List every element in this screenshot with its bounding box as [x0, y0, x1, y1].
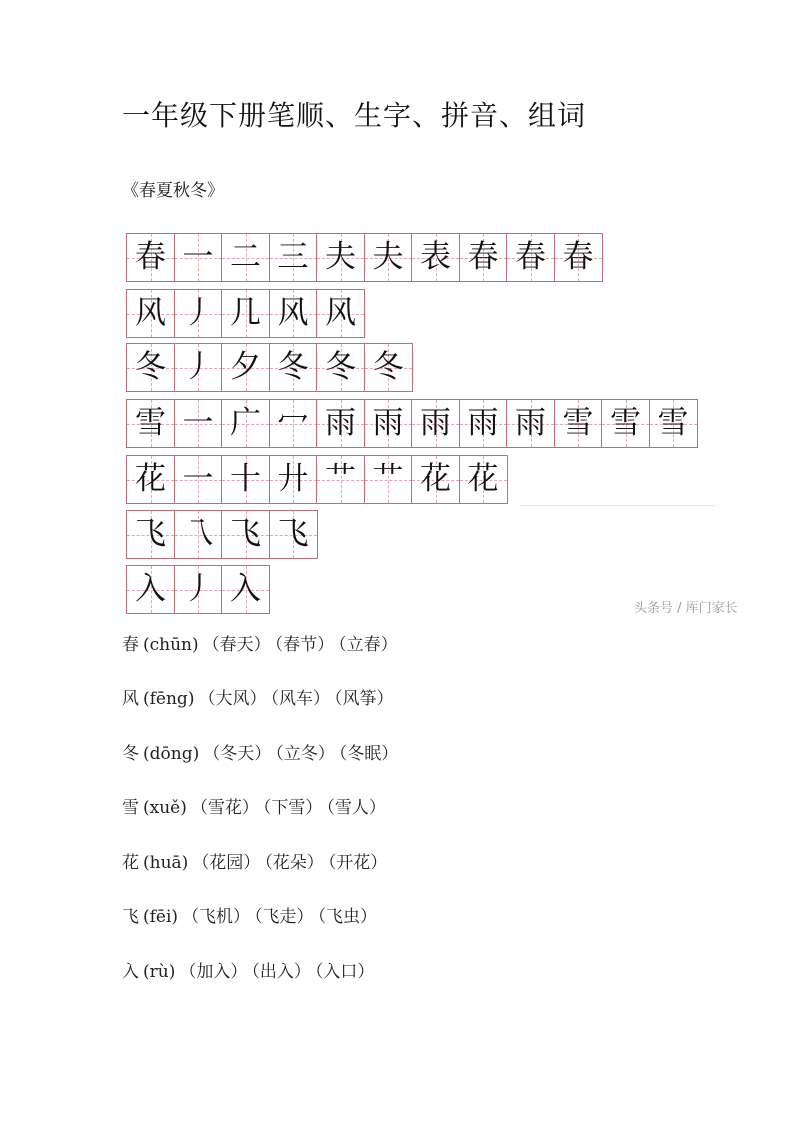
lesson-title: 《春夏秋冬》: [122, 181, 224, 201]
stroke-cell: 艹: [316, 455, 365, 504]
word-line-feng: [122, 684, 393, 709]
word-line-hua: [122, 848, 387, 873]
stroke-cell: 雪: [126, 399, 175, 448]
stroke-cell: 丿: [174, 343, 223, 392]
word-char: 飞: [122, 907, 139, 927]
word-char: 雪: [122, 798, 139, 818]
stroke-cell: 雨: [316, 399, 365, 448]
stroke-cell: 冖: [269, 399, 318, 448]
stroke-cell: 丿: [174, 289, 223, 338]
stroke-row-ru: [126, 565, 269, 614]
stroke-cell: 夫: [364, 233, 413, 282]
word-pinyin: (huā): [143, 853, 189, 873]
stroke-cell: 夫: [316, 233, 365, 282]
stroke-cell: 雨: [459, 399, 508, 448]
stroke-row-dong: [126, 343, 411, 392]
stroke-cell: 艹: [364, 455, 413, 504]
stroke-row-chun: [126, 233, 601, 282]
word-char: 花: [122, 853, 139, 873]
stroke-cell: 飞: [221, 510, 270, 559]
word-item: （入口）: [314, 962, 375, 982]
word-line-ru: [122, 957, 374, 982]
word-item: （冬天）: [203, 744, 272, 764]
watermark: 头条号 / 厍门家长: [634, 601, 738, 616]
word-pinyin: (fēi): [143, 907, 179, 927]
word-char: 风: [122, 689, 139, 709]
stroke-cell: 花: [459, 455, 508, 504]
word-pinyin: (dōng): [143, 744, 200, 764]
stroke-cell: 雪: [649, 399, 698, 448]
stroke-cell: 表: [411, 233, 460, 282]
word-char: 冬: [122, 744, 139, 764]
image-edge-divider: [520, 505, 716, 506]
word-item: （飞机）: [182, 907, 251, 927]
word-item: （加入）: [179, 962, 248, 982]
stroke-cell: 二: [221, 233, 270, 282]
word-item: （飞走）: [254, 907, 314, 927]
stroke-row-feng: [126, 289, 364, 338]
stroke-cell: 雨: [364, 399, 413, 448]
stroke-cell: 几: [221, 289, 270, 338]
page-title: 一年级下册笔顺、生字、拼音、组词: [122, 99, 587, 132]
stroke-cell: 春: [126, 233, 175, 282]
word-item: （春节）: [274, 635, 335, 655]
stroke-row-hua: [126, 455, 506, 504]
stroke-cell: 雨: [411, 399, 460, 448]
stroke-cell: 风: [269, 289, 318, 338]
stroke-row-xue: [126, 399, 696, 448]
word-item: （春天）: [202, 635, 271, 655]
word-item: （冬眠）: [338, 744, 399, 764]
word-pinyin: (xuě): [143, 798, 187, 818]
stroke-cell: 雪: [554, 399, 603, 448]
stroke-cell: 入: [126, 565, 175, 614]
stroke-cell: 冬: [269, 343, 318, 392]
stroke-cell: 飞: [126, 510, 175, 559]
word-item: （风筝）: [333, 689, 394, 709]
stroke-cell: 雪: [601, 399, 650, 448]
stroke-cell: 风: [316, 289, 365, 338]
stroke-cell: 广: [221, 399, 270, 448]
word-item: （大风）: [198, 689, 267, 709]
word-line-fei: [122, 902, 377, 927]
word-item: （下雪）: [262, 798, 323, 818]
stroke-cell: 冬: [126, 343, 175, 392]
word-char: 春: [122, 635, 139, 655]
stroke-cell: 冬: [364, 343, 413, 392]
word-pinyin: (fēng): [143, 689, 195, 709]
word-item: （雪人）: [326, 798, 386, 818]
word-item: （立春）: [338, 635, 398, 655]
stroke-cell: 廾: [269, 455, 318, 504]
stroke-cell: 花: [126, 455, 175, 504]
word-item: （花朵）: [264, 853, 324, 873]
stroke-cell: 丿: [174, 565, 223, 614]
word-item: （立冬）: [275, 744, 335, 764]
word-pinyin: (rù): [143, 962, 176, 982]
word-item: （雪花）: [190, 798, 259, 818]
word-item: （开花）: [327, 853, 388, 873]
stroke-cell: 一: [174, 455, 223, 504]
stroke-cell: 春: [459, 233, 508, 282]
stroke-cell: 飞: [269, 510, 318, 559]
stroke-cell: 夕: [221, 343, 270, 392]
stroke-cell: 春: [554, 233, 603, 282]
stroke-cell: 一: [174, 233, 223, 282]
word-item: （出入）: [251, 962, 311, 982]
word-item: （飞虫）: [317, 907, 378, 927]
word-item: （花园）: [192, 853, 261, 873]
stroke-cell: 十: [221, 455, 270, 504]
word-pinyin: (chūn): [143, 635, 199, 655]
word-line-dong: [122, 739, 398, 764]
stroke-cell: 一: [174, 399, 223, 448]
stroke-cell: 入: [221, 565, 270, 614]
word-char: 入: [122, 962, 139, 982]
stroke-cell: 雨: [506, 399, 555, 448]
stroke-row-fei: [126, 510, 316, 559]
word-line-xue: [122, 793, 386, 818]
stroke-cell: 风: [126, 289, 175, 338]
stroke-cell: 乁: [174, 510, 223, 559]
stroke-cell: 三: [269, 233, 318, 282]
stroke-cell: 花: [411, 455, 460, 504]
word-item: （风车）: [270, 689, 330, 709]
stroke-cell: 冬: [316, 343, 365, 392]
word-line-chun: [122, 630, 398, 655]
stroke-cell: 春: [506, 233, 555, 282]
